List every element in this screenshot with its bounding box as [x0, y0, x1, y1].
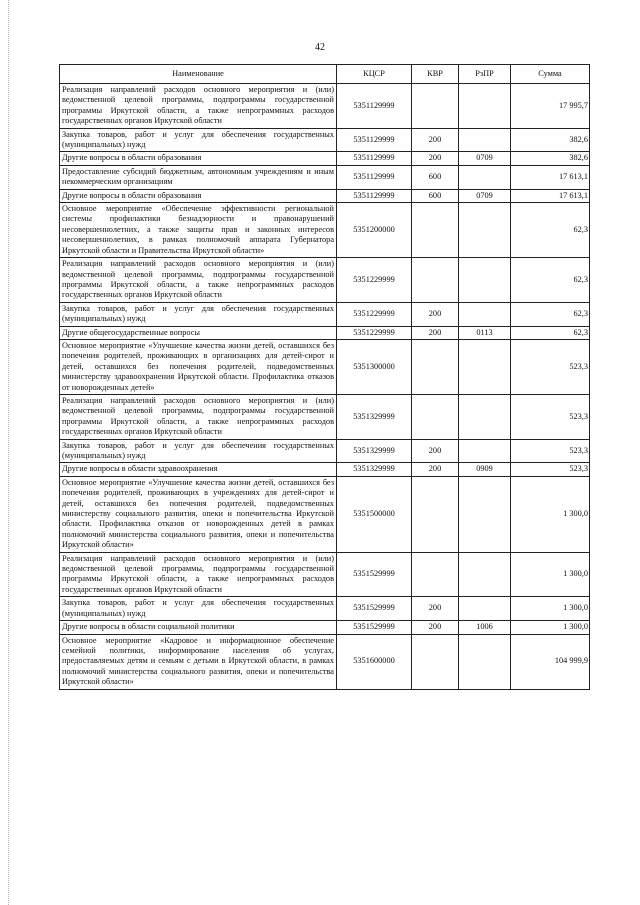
cell-kvr: 200 [412, 152, 459, 165]
cell-kcsr: 5351129999 [337, 189, 412, 202]
table-row [60, 597, 590, 621]
header-kvr: КВР [412, 65, 459, 84]
cell-kvr [412, 552, 459, 597]
cell-kcsr: 5351329999 [337, 463, 412, 476]
cell-kvr [412, 634, 459, 689]
table-row [60, 84, 590, 129]
cell-kvr: 200 [412, 302, 459, 326]
cell-kvr [412, 203, 459, 258]
cell-name: Реализация направлений расходов основного мероприятия и (или) ведомственной целевой программы, подпрограммы государственной программы Иркутской области, а также непрограммных расходов государственных органов Иркутской области [60, 394, 337, 439]
table-row [60, 394, 590, 439]
cell-sum: 1 300,0 [511, 552, 590, 597]
cell-name: Предоставление субсидий бюджетным, автономным учреждениям и иным некоммерческим организациям [60, 165, 337, 189]
table-row [60, 634, 590, 689]
cell-rzpr: 0709 [459, 189, 511, 202]
cell-sum: 1 300,0 [511, 597, 590, 621]
header-name: Наименование [60, 65, 337, 84]
cell-sum: 62,3 [511, 203, 590, 258]
cell-name: Реализация направлений расходов основного мероприятия и (или) ведомственной целевой программы, подпрограммы государственной программы Иркутской области, а также непрограммных расходов государственных органов Иркутской области [60, 552, 337, 597]
cell-kvr [412, 394, 459, 439]
cell-kvr: 200 [412, 621, 459, 634]
cell-rzpr [459, 597, 511, 621]
header-kcsr: КЦСР [337, 65, 412, 84]
cell-kcsr: 5351129999 [337, 152, 412, 165]
cell-rzpr [459, 302, 511, 326]
cell-kvr: 600 [412, 165, 459, 189]
cell-sum: 62,3 [511, 258, 590, 303]
header-sum: Сумма [511, 65, 590, 84]
cell-kcsr: 5351529999 [337, 621, 412, 634]
cell-kvr [412, 84, 459, 129]
cell-kcsr: 5351300000 [337, 339, 412, 394]
cell-rzpr [459, 258, 511, 303]
cell-kcsr: 5351229999 [337, 302, 412, 326]
cell-rzpr [459, 84, 511, 129]
cell-sum: 382,6 [511, 152, 590, 165]
cell-kvr: 200 [412, 439, 459, 463]
cell-kcsr: 5351229999 [337, 258, 412, 303]
cell-sum: 62,3 [511, 326, 590, 339]
cell-kcsr: 5351329999 [337, 394, 412, 439]
cell-kcsr: 5351229999 [337, 326, 412, 339]
cell-sum: 1 300,0 [511, 621, 590, 634]
table-row [60, 439, 590, 463]
table-row [60, 339, 590, 394]
cell-sum: 17 613,1 [511, 189, 590, 202]
cell-kcsr: 5351529999 [337, 552, 412, 597]
cell-sum: 382,6 [511, 128, 590, 152]
cell-rzpr [459, 165, 511, 189]
table-row [60, 302, 590, 326]
cell-sum: 523,3 [511, 339, 590, 394]
table-row [60, 165, 590, 189]
cell-kvr: 200 [412, 128, 459, 152]
cell-sum: 17 613,1 [511, 165, 590, 189]
cell-rzpr [459, 339, 511, 394]
cell-kcsr: 5351129999 [337, 84, 412, 129]
cell-name: Основное мероприятие «Обеспечение эффективности региональной системы профилактики безнадзорности и правонарушений несовершеннолетних, а также защиты прав и законных интересов несовершеннолетних, в рамках полномочий аппарата Губернатора Иркутской области и Правительства Иркутской области» [60, 203, 337, 258]
cell-name: Другие вопросы в области социальной политики [60, 621, 337, 634]
cell-rzpr [459, 634, 511, 689]
table-row [60, 621, 590, 634]
table-row [60, 476, 590, 552]
cell-kcsr: 5351500000 [337, 476, 412, 552]
cell-sum: 1 300,0 [511, 476, 590, 552]
table-row [60, 128, 590, 152]
budget-table [59, 64, 590, 690]
cell-sum: 523,3 [511, 439, 590, 463]
cell-kcsr: 5351529999 [337, 597, 412, 621]
cell-kvr: 200 [412, 326, 459, 339]
cell-rzpr: 0909 [459, 463, 511, 476]
cell-kvr [412, 258, 459, 303]
table-row [60, 326, 590, 339]
cell-kcsr: 5351129999 [337, 165, 412, 189]
cell-kvr [412, 476, 459, 552]
table-row [60, 152, 590, 165]
cell-rzpr [459, 476, 511, 552]
cell-name: Закупка товаров, работ и услуг для обеспечения государственных (муниципальных) нужд [60, 439, 337, 463]
cell-sum: 17 995,7 [511, 84, 590, 129]
cell-rzpr [459, 394, 511, 439]
cell-rzpr [459, 552, 511, 597]
cell-name: Другие вопросы в области образования [60, 189, 337, 202]
cell-name: Основное мероприятие «Улучшение качества жизни детей, оставшихся без попечения родителей, проживающих в учреждениях для детей-сирот и детей, оставшихся без попечения родителей, подведомственных министерству социального развития, опеки и попечительства Иркутской области. Профилактика отказов от новорожденных детей в рамках полномочий министерства социального развития, опеки и попечительства Иркутской области» [60, 476, 337, 552]
cell-rzpr [459, 128, 511, 152]
cell-rzpr: 0709 [459, 152, 511, 165]
cell-rzpr [459, 439, 511, 463]
cell-name: Основное мероприятие «Улучшение качества жизни детей, оставшихся без попечения родителей, проживающих в организациях для детей-сирот и детей, оставшихся без попечения родителей, подведомственных министерству здравоохранения Иркутской области. Профилактика отказов от новорожденных детей» [60, 339, 337, 394]
cell-name: Закупка товаров, работ и услуг для обеспечения государственных (муниципальных) нужд [60, 302, 337, 326]
table-row [60, 189, 590, 202]
cell-name: Закупка товаров, работ и услуг для обеспечения государственных (муниципальных) нужд [60, 597, 337, 621]
cell-rzpr: 1006 [459, 621, 511, 634]
cell-kcsr: 5351600000 [337, 634, 412, 689]
table-row [60, 552, 590, 597]
cell-kvr: 200 [412, 463, 459, 476]
cell-sum: 523,3 [511, 463, 590, 476]
cell-kvr: 200 [412, 597, 459, 621]
cell-sum: 523,3 [511, 394, 590, 439]
cell-name: Реализация направлений расходов основного мероприятия и (или) ведомственной целевой программы, подпрограммы государственной программы Иркутской области, а также непрограммных расходов государственных органов Иркутской области [60, 258, 337, 303]
cell-name: Основное мероприятие «Кадровое и информационное обеспечение семейной политики, информирование населения об услугах, предоставляемых детям и семьям с детьми в Иркутской области, в рамках полномочий министерства социального развития, опеки и попечительства Иркутской области» [60, 634, 337, 689]
table-row [60, 203, 590, 258]
table-row [60, 463, 590, 476]
cell-kcsr: 5351200000 [337, 203, 412, 258]
table-header-row [60, 65, 590, 84]
cell-kvr: 600 [412, 189, 459, 202]
cell-name: Другие вопросы в области здравоохранения [60, 463, 337, 476]
cell-sum: 104 999,9 [511, 634, 590, 689]
scan-edge-marks [8, 0, 10, 905]
table-row [60, 258, 590, 303]
cell-rzpr: 0113 [459, 326, 511, 339]
cell-name: Другие общегосударственные вопросы [60, 326, 337, 339]
cell-name: Реализация направлений расходов основного мероприятия и (или) ведомственной целевой программы, подпрограммы государственной программы Иркутской области, а также непрограммных расходов государственных органов Иркутской области [60, 84, 337, 129]
cell-sum: 62,3 [511, 302, 590, 326]
header-rzpr: РзПР [459, 65, 511, 84]
cell-kcsr: 5351329999 [337, 439, 412, 463]
cell-kcsr: 5351129999 [337, 128, 412, 152]
cell-name: Другие вопросы в области образования [60, 152, 337, 165]
cell-name: Закупка товаров, работ и услуг для обеспечения государственных (муниципальных) нужд [60, 128, 337, 152]
page-number: 42 [315, 42, 325, 53]
cell-rzpr [459, 203, 511, 258]
cell-kvr [412, 339, 459, 394]
